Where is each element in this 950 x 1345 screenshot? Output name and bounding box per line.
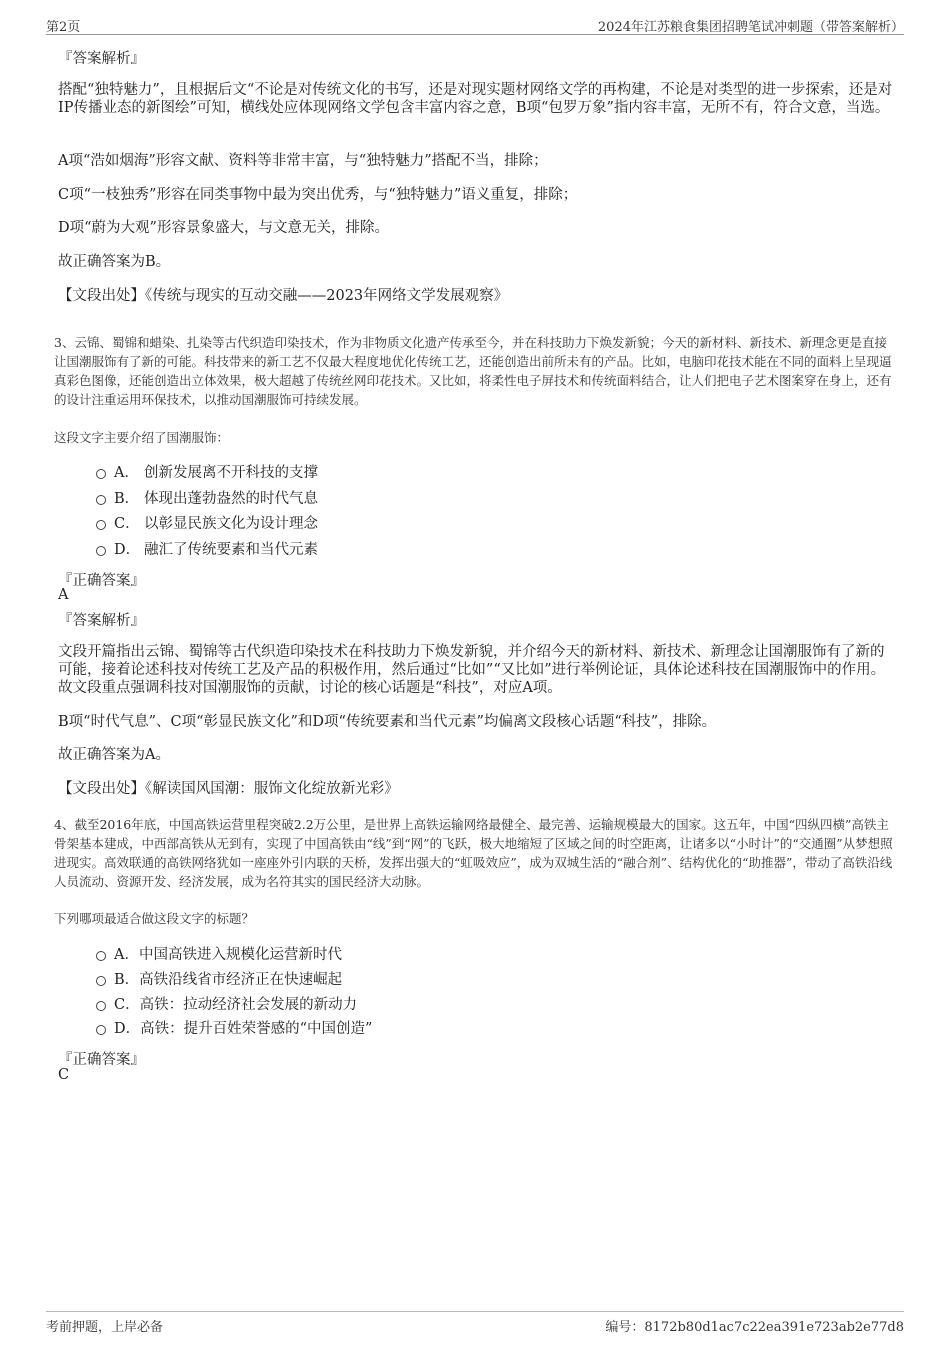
q4-question: 下列哪项最适合做这段文字的标题？	[54, 911, 255, 926]
q4-answer-label: 『正确答案』	[58, 1052, 145, 1068]
q3-option-a[interactable]	[96, 464, 318, 482]
q3-question: 这段文字主要介绍了国潮服饰：	[54, 430, 230, 445]
q2-source: 【文段出处】《传统与现实的互动交融——2023年网络文学发展观察》	[58, 288, 509, 304]
option-text: 创新发展离不开科技的支撑	[144, 465, 318, 481]
option-label: B．	[114, 491, 140, 507]
q4-option-b[interactable]	[96, 971, 342, 989]
q3-option-b[interactable]	[96, 490, 318, 508]
option-text: 以彰显民族文化为设计理念	[144, 516, 318, 532]
q3-answer: A	[58, 587, 69, 603]
q4-option-a[interactable]	[96, 946, 342, 964]
q2-analysis-label: 『答案解析』	[58, 51, 145, 67]
radio-icon[interactable]	[96, 951, 106, 961]
option-text: 中国高铁进入规模化运营新时代	[138, 947, 342, 963]
q3-source: 【文段出处】《解读国风国潮：服饰文化绽放新光彩》	[58, 781, 399, 797]
radio-icon[interactable]	[96, 976, 106, 986]
radio-icon[interactable]	[96, 1001, 106, 1011]
option-label: B．	[114, 972, 140, 988]
option-text: 高铁：拉动经济社会发展的新动力	[139, 997, 358, 1013]
page-header	[46, 14, 904, 35]
radio-icon[interactable]	[96, 495, 106, 505]
q4-answer: C	[58, 1067, 70, 1083]
q2-analysis-p1: 搭配“独特魅力”，且根据后文“不论是对传统文化的书写，还是对现实题材网络文学的再构建，不论是对类型的进一步探索，还是对IP传播业态的新图绘”可知，横线处应体现网络文学包含丰富内容之意，B项“包罗万象”指内容丰富，无所不有，符合文意，当选。	[58, 82, 893, 116]
q3-analysis-label: 『答案解析』	[58, 613, 145, 629]
option-label: A．	[114, 947, 139, 963]
q4-stem: 4、截至2016年底，中国高铁运营里程突破2.2万公里，是世界上高铁运输网络最健全、最完善、运输规模最大的国家。这五年，中国“四纵四横”高铁主骨架基本建成，中西部高铁从无到有，实现了中国高铁由“线”到“网”的飞跃，极大地缩短了区域之间的时空距离，让诸多以“小时计”的“交通圈”从梦想照进现实。高效联通的高铁网络犹如一座座外引内联的天桥，发挥出强大的“虹吸效应”，成为双城生活的“融合剂”、结构优化的“助推器”，带动了高铁沿线人员流动、资源开发、经济发展，成为名符其实的国民经济大动脉。	[54, 817, 893, 889]
radio-icon[interactable]	[96, 1025, 106, 1035]
q2-conclusion: 故正确答案为B。	[58, 254, 171, 270]
option-text: 高铁：提升百姓荣誉感的“中国创造”	[140, 1021, 373, 1037]
q2-analysis-p4: D项“蔚为大观”形容景象盛大，与文意无关，排除。	[58, 220, 389, 236]
q3-option-d[interactable]	[96, 541, 318, 559]
footer-serial: 编号：8172b80d1ac7c22ea391e723ab2e77d8	[605, 1320, 904, 1335]
option-label: D．	[114, 1021, 141, 1037]
q3-option-c[interactable]	[96, 515, 318, 533]
q3-conclusion: 故正确答案为A。	[58, 747, 170, 763]
radio-icon[interactable]	[96, 520, 106, 530]
radio-icon[interactable]	[96, 469, 106, 479]
q3-stem: 3、云锦、蜀锦和蜡染、扎染等古代织造印染技术，作为非物质文化遗产传承至今，并在科技助力下焕发新貌；今天的新材料、新技术、新理念更是直接让国潮服饰有了新的可能。科技带来的新工艺不仅最大程度地优化传统工艺，还能创造出前所未有的产品。比如，电脑印花技术能在不同的面料上呈现逼真彩色图像，还能创造出立体效果，极大超越了传统丝网印花技术。又比如，将柔性电子屏技术和传统面料结合，让人们把电子艺术图案穿在身上，还有的设计注重运用环保技术，以推动国潮服饰可持续发展。	[54, 335, 892, 407]
option-label: C．	[114, 997, 140, 1013]
option-text: 融汇了传统要素和当代元素	[144, 542, 318, 558]
page-footer	[46, 1311, 904, 1335]
option-label: A．	[114, 465, 139, 481]
option-text: 体现出蓬勃盎然的时代气息	[144, 491, 318, 507]
option-label: D．	[114, 542, 141, 558]
option-text: 高铁沿线省市经济正在快速崛起	[139, 972, 343, 988]
q3-answer-label: 『正确答案』	[58, 573, 145, 589]
q3-analysis-p2: B项“时代气息”、C项“彰显民族文化”和D项“传统要素和当代元素”均偏离文段核心话题“科技”，排除。	[58, 714, 717, 730]
q3-analysis-p1: 文段开篇指出云锦、蜀锦等古代织造印染技术在科技助力下焕发新貌，并介绍今天的新材料、新技术、新理念让国潮服饰有了新的可能，接着论述科技对传统工艺及产品的积极作用，然后通过“比如”“又比如”进行举例论证，具体论述科技在国潮服饰中的作用。故文段重点强调科技对国潮服饰的贡献，讨论的核心话题是“科技”，对应A项。	[58, 644, 886, 696]
option-label: C．	[114, 516, 140, 532]
document-title: 2024年江苏粮食集团招聘笔试冲刺题（带答案解析）	[597, 20, 904, 35]
q2-analysis-p2: A项“浩如烟海”形容文献、资料等非常丰富，与“独特魅力”搭配不当，排除；	[58, 153, 548, 169]
radio-icon[interactable]	[96, 546, 106, 556]
page-number: 第2页	[46, 20, 81, 35]
q4-option-c[interactable]	[96, 996, 357, 1014]
footer-slogan: 考前押题，上岸必备	[46, 1320, 164, 1335]
q4-option-d[interactable]	[96, 1020, 372, 1038]
q2-analysis-p3: C项“一枝独秀”形容在同类事物中最为突出优秀，与“独特魅力”语义重复，排除；	[58, 187, 578, 203]
